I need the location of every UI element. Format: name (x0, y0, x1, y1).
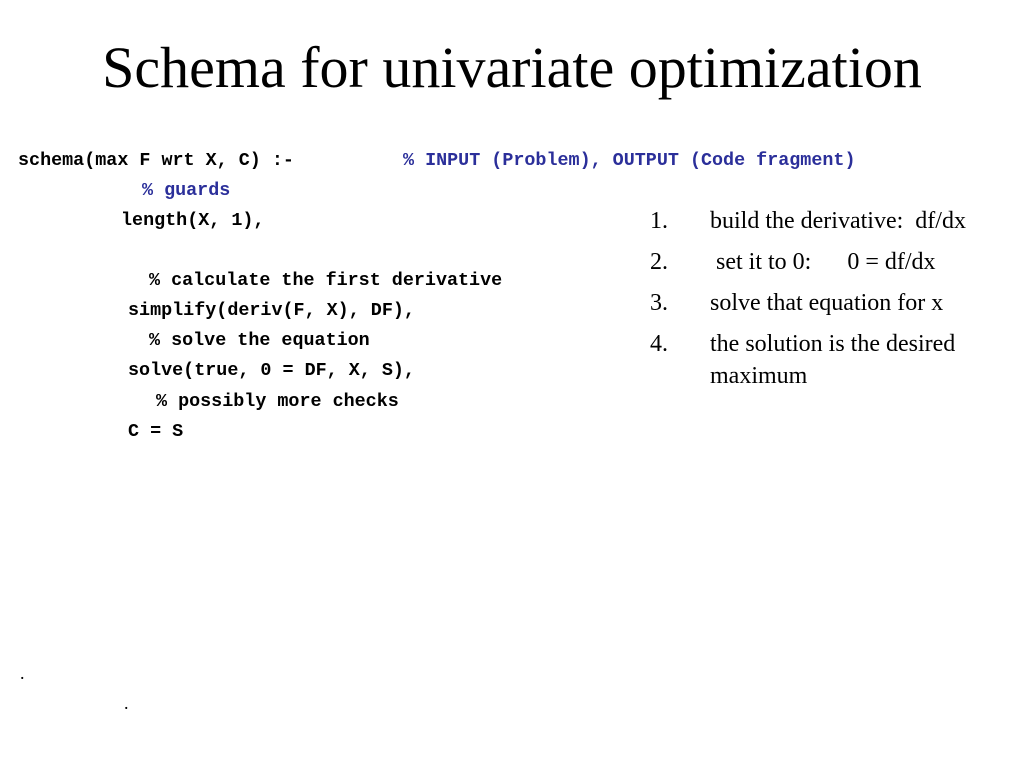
slide-title: Schema for univariate optimization (102, 35, 922, 100)
step-number: 4. (650, 331, 668, 357)
code-comment-guards: % guards (142, 180, 231, 201)
step-text: solve that equation for x (710, 290, 944, 316)
step-item (650, 328, 1020, 392)
steps-list (650, 205, 1020, 401)
step-number: 1. (650, 208, 668, 234)
step-text: set it to 0: 0 = df/dx (710, 249, 936, 275)
step-item (650, 246, 1020, 278)
step-item (650, 205, 1020, 237)
stray-dot: . (20, 663, 25, 683)
code-comment-checks: % possibly more checks (156, 391, 399, 412)
code-schema-head: schema(max F wrt X, C) :- (18, 150, 294, 171)
step-text: build the derivative: df/dx (710, 208, 966, 234)
code-line-result: C = S (128, 421, 184, 442)
code-line-length: length(X, 1), (121, 210, 265, 231)
step-number: 2. (650, 249, 668, 275)
code-comment-io: % INPUT (Problem), OUTPUT (Code fragment) (403, 150, 856, 171)
step-text: the solution is the desired maximum (710, 331, 956, 389)
code-comment-solve: % solve the equation (149, 330, 370, 351)
step-item (650, 287, 1020, 319)
code-comment-derivative: % calculate the first derivative (149, 270, 503, 291)
code-line-simplify: simplify(deriv(F, X), DF), (128, 300, 415, 321)
step-number: 3. (650, 290, 668, 316)
code-line-solve: solve(true, 0 = DF, X, S), (128, 360, 415, 381)
stray-dot: . (124, 693, 129, 713)
